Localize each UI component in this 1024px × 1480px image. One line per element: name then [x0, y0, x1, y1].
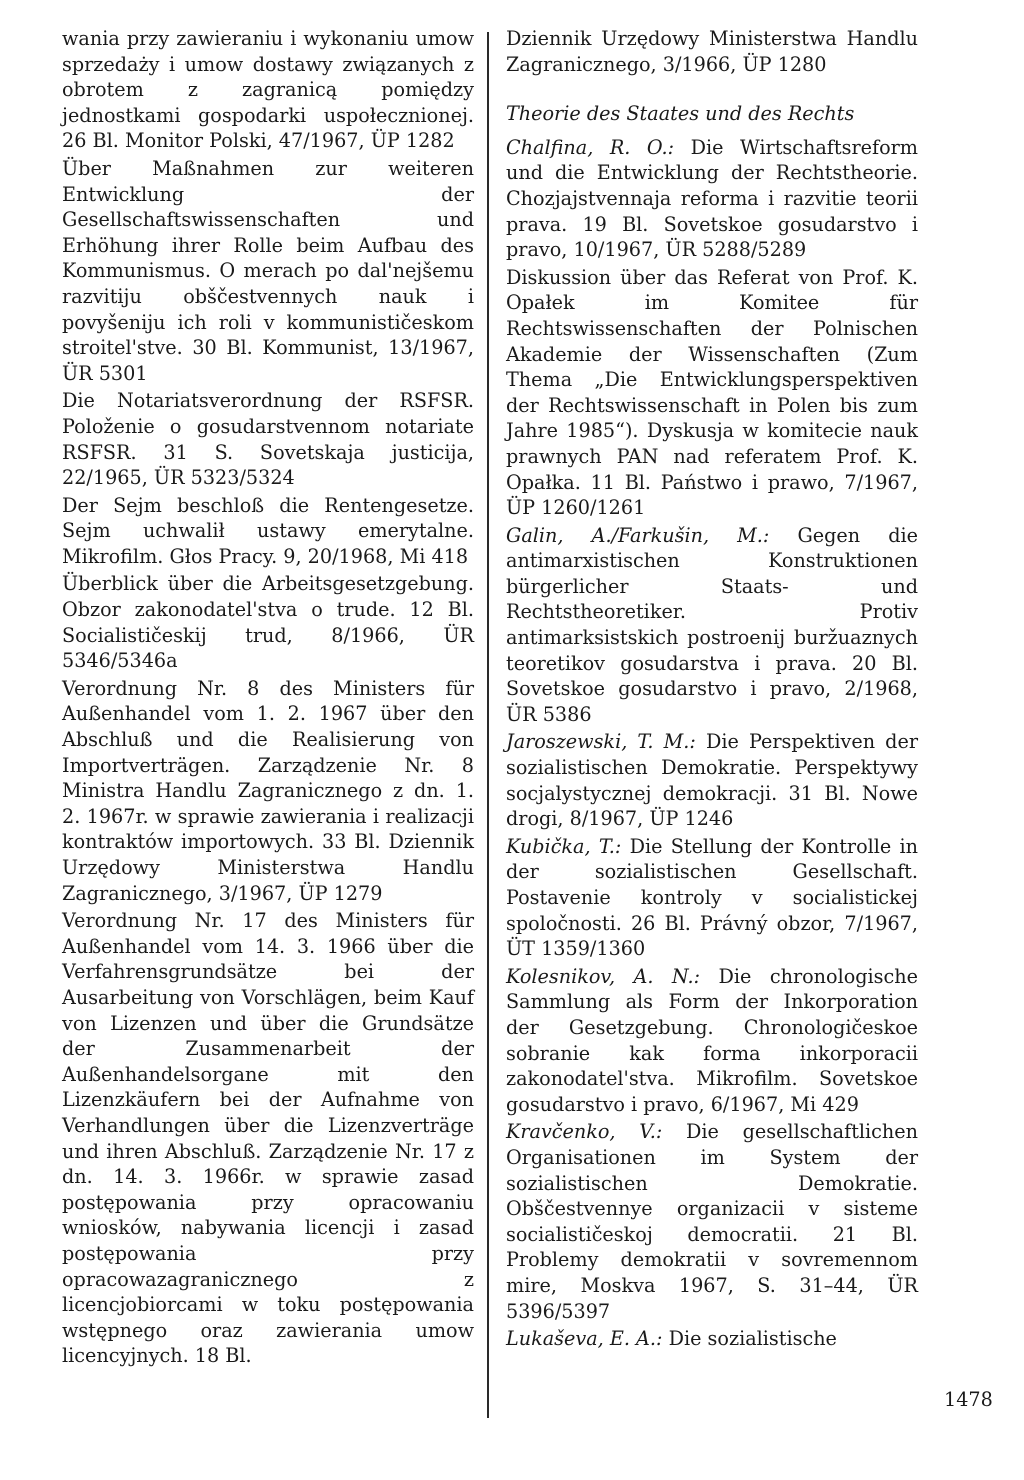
entry-text: Die gesellschaftlichen Organisationen im System der sozialistischen Demokratie. Obščestvennye organizacii v sisteme socialističeskoj democratii. 21 Bl. Problemy demokratii v sovremennom mire, Moskva 1967, S. 31–44, ÜR 5396/5397 — [506, 1120, 918, 1323]
bibliography-entry — [506, 265, 918, 521]
entry-author: Jaroszewski, T. M.: — [506, 730, 696, 754]
bibliography-entry: Dziennik Urzędowy Ministerstwa Handlu Zagranicznego, 3/1966, ÜP 1280 — [506, 27, 918, 76]
bibliography-entry — [506, 1119, 918, 1324]
entry-author: Kravčenko, V.: — [506, 1120, 663, 1144]
right-column — [506, 26, 918, 1354]
bibliography-entry — [506, 964, 918, 1118]
bibliography-entry: wania przy zawieraniu i wykonaniu umow sprzedaży i umow dostawy związanych z obrotem z zagranicą pomiędzy jednostkami gospodarki uspołecznionej. 26 Bl. Monitor Polski, 47/1967, ÜP 1282 — [62, 27, 474, 153]
entry-author: Kubička, T.: — [506, 834, 622, 858]
bibliography-entry: Überblick über die Arbeitsgesetzgebung. Obzor zakonodatel'stva o trude. 12 Bl. Socialističeskij trud, 8/1966, ÜR 5346/5346a — [62, 572, 474, 673]
page-number: 1478 — [944, 1388, 993, 1411]
bibliography-entry — [506, 834, 918, 962]
entry-author: Galin, A./Farkušin, M.: — [506, 523, 770, 547]
bibliography-entry: Über Maßnahmen zur weiteren Entwicklung der Gesellschaftswissenschaften und Erhöhung ihrer Rolle beim Aufbau des Kommunismus. O merach po dal'nejšemu razvitiju obščestvennych nauk i povyšeniju ich roli v kommunističeskom stroitel'stve. 30 Bl. Kommunist, 13/1967, ÜR 5301 — [62, 156, 474, 385]
entry-text: Die chronologische Sammlung als Form der Inkorporation der Gesetzgebung. Chronologičeskoe sobranie kak forma inkorporacii zakonodatel'stva. Mikrofilm. Sovetskoe gosudarstvo i pravo, 6/1967, Mi 429 — [506, 964, 918, 1116]
column-divider — [487, 32, 489, 1418]
bibliography-entry: Verordnung Nr. 17 des Ministers für Außenhandel vom 14. 3. 1966 über die Verfahrensgrundsätze bei der Ausarbeitung von Vorschlägen, beim Kauf von Lizenzen und über die Grundsätze der Zusammenarbeit der Außenhandelsorgane mit den Lizenzkäufern bei der Aufnahme von Verhandlungen über die Lizenzverträge und ihren Abschluß. Zarządzenie Nr. 17 z dn. 14. 3. 1966r. w sprawie zasad postępowania przy opracowaniu wniosków, nabywania licencji i zasad postępowania przy opracowazagranicznego z licencjobiorcami w toku postępowania wstępnego oraz zawierania umow licencyjnych. 18 Bl. — [62, 909, 474, 1368]
bibliography-entry — [506, 135, 918, 263]
entry-text: Diskussion über das Referat von Prof. K. Opałek im Komitee für Rechtswissenschaften der Polnischen Akademie der Wissenschaften (Zum Thema „Die Entwicklungsperspektiven der Rechtswissenschaft in Polen bis zum Jahre 1985“). Dyskusja w komitecie nauk prawnych PAN nad referatem Prof. K. Opałka. 11 Bl. Państwo i prawo, 7/1967, ÜP 1260/1261 — [506, 265, 918, 520]
left-column — [62, 26, 474, 1371]
entry-text: Die sozialistische — [662, 1327, 837, 1351]
entry-text: Gegen die antimarxistischen Konstruktionen bürgerlicher Staats- und Rechtstheoretiker. Protiv antimarksistskich postroenij buržuaznych teoretikov gosudarstva i prava. 20 Bl. Sovetskoe gosudarstvo i pravo, 2/1968, ÜR 5386 — [506, 523, 918, 726]
entry-author: Chalfina, R. O.: — [506, 135, 675, 159]
entry-text: Die Stellung der Kontrolle in der sozialistischen Gesellschaft. Postavenie kontroly v socialistickej spoločnosti. 26 Bl. Právný obzor, 7/1967, ÜT 1359/1360 — [506, 834, 918, 961]
bibliography-entry: Verordnung Nr. 8 des Ministers für Außenhandel vom 1. 2. 1967 über den Abschluß und die Realisierung von Importverträgen. Zarządzenie Nr. 8 Ministra Handlu Zagranicznego z dn. 1. 2. 1967r. w sprawie zawierania i realizacji kontraktów importowych. 33 Bl. Dziennik Urzędowy Ministerstwa Handlu Zagranicznego, 3/1967, ÜP 1279 — [62, 676, 474, 905]
entry-author: Kolesnikov, A. N.: — [506, 964, 701, 988]
bibliography-entry — [506, 1326, 918, 1352]
bibliography-entry: Die Notariatsverordnung der RSFSR. Položenie o gosudarstvennom notariate RSFSR. 31 S. Sovetskaja justicija, 22/1965, ÜR 5323/5324 — [62, 389, 474, 490]
entry-text: Die Wirtschaftsreform und die Entwicklung der Rechtstheorie. Chozjajstvennaja reforma i razvitie teorii prava. 19 Bl. Sovetskoe gosudarstvo i pravo, 10/1967, ÜR 5288/5289 — [506, 135, 918, 262]
entry-author: Lukaševa, E. A.: — [506, 1327, 663, 1351]
bibliography-entry: Der Sejm beschloß die Rentengesetze. Sejm uchwalił ustawy emerytalne. Mikrofilm. Głos Pracy. 9, 20/1968, Mi 418 — [62, 493, 474, 568]
entry-text: Die Perspektiven der sozialistischen Demokratie. Perspektywy socjalystycznej demokracji. 31 Bl. Nowe drogi, 8/1967, ÜP 1246 — [506, 730, 918, 831]
section-heading: Theorie des Staates und des Rechts — [506, 102, 855, 126]
bibliography-entry — [506, 523, 918, 728]
bibliography-entry — [506, 729, 918, 831]
